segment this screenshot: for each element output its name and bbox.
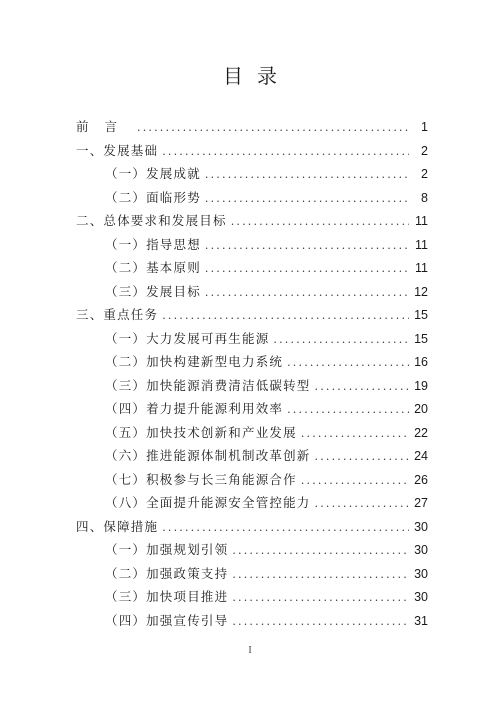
toc-dot-leader [232, 615, 409, 628]
toc-dot-leader [205, 286, 409, 299]
toc-entry-page-number: 11 [415, 237, 428, 252]
toc-entry[interactable] [76, 117, 428, 141]
toc-dot-leader [205, 239, 409, 252]
footer-page-number: I [248, 645, 252, 656]
toc-entry[interactable] [76, 235, 428, 259]
toc-entry[interactable] [76, 493, 428, 517]
toc-dot-leader [287, 356, 409, 369]
toc-entry[interactable] [76, 305, 428, 329]
toc-entry-label: （二）面临形势 [105, 189, 201, 205]
toc-entry-label: 前言 [76, 119, 134, 134]
toc-entry-label: （二）加快构建新型电力系统 [105, 354, 284, 369]
toc-entry[interactable] [76, 352, 428, 376]
toc-entry-page-number: 30 [414, 543, 428, 557]
toc-entry-page-number: 22 [414, 425, 428, 440]
toc-entry-label: （一）发展成就 [105, 166, 201, 181]
toc-entry-label: 三、重点任务 [76, 307, 159, 322]
toc-entry-page-number: 2 [421, 143, 428, 158]
toc-entry[interactable] [76, 470, 428, 494]
toc-entry-page-number: 30 [414, 519, 428, 534]
toc-entry-label: （六）推进能源体制机制改革创新 [105, 448, 311, 463]
toc-entry[interactable] [76, 141, 428, 165]
toc-dot-leader [287, 403, 409, 416]
toc-entry[interactable] [76, 376, 428, 400]
page-title: 目录 [223, 64, 291, 88]
toc-entry-page-number: 26 [414, 472, 428, 487]
toc-dot-leader [231, 215, 409, 228]
toc-entry-label: （五）加快技术创新和产业发展 [105, 424, 297, 440]
toc-dot-leader [205, 192, 409, 205]
toc-dot-leader [301, 427, 409, 440]
toc-dot-leader [232, 544, 409, 557]
toc-entry-label: （三）加快项目推进 [105, 589, 229, 604]
toc-entry[interactable] [76, 258, 428, 282]
toc-entry-page-number: 12 [414, 284, 428, 299]
toc-dot-leader [273, 333, 409, 346]
toc-entry-page-number: 15 [414, 308, 428, 322]
toc-entry-label: （一）加强规划引领 [105, 542, 229, 557]
toc-entry-page-number: 31 [414, 613, 428, 628]
toc-dot-leader [301, 474, 409, 487]
toc-entry[interactable] [76, 611, 428, 635]
toc-entry[interactable] [76, 164, 428, 188]
toc-entry-page-number: 30 [414, 590, 428, 604]
toc-entry-page-number: 16 [414, 355, 428, 369]
toc-entry-label: （一）指导思想 [105, 236, 201, 252]
toc-entry-label: （二）基本原则 [105, 260, 201, 275]
toc-entry-page-number: 30 [414, 566, 428, 581]
toc-entry[interactable] [76, 282, 428, 306]
toc-entry[interactable] [76, 564, 428, 588]
toc-entry-page-number: 24 [414, 449, 428, 463]
toc-entry-page-number: 2 [421, 167, 428, 181]
toc-entry[interactable] [76, 446, 428, 470]
toc-entry-page-number: 19 [414, 378, 428, 393]
toc-entry-page-number: 15 [414, 331, 428, 346]
toc-entry-page-number: 1 [421, 120, 428, 134]
table-of-contents [76, 117, 428, 634]
toc-entry-label: （八）全面提升能源安全管控能力 [105, 495, 311, 510]
toc-entry-page-number: 11 [415, 214, 428, 228]
toc-entry[interactable] [76, 423, 428, 447]
toc-dot-leader [315, 497, 409, 510]
toc-entry-page-number: 11 [415, 261, 428, 275]
toc-entry-label: （四）着力提升能源利用效率 [105, 401, 284, 416]
toc-entry-label: （四）加强宣传引导 [105, 612, 229, 628]
toc-entry[interactable] [76, 517, 428, 541]
toc-dot-leader [137, 121, 409, 134]
toc-entry[interactable] [76, 211, 428, 235]
toc-dot-leader [315, 450, 409, 463]
toc-dot-leader [162, 521, 409, 534]
toc-dot-leader [205, 168, 409, 181]
toc-dot-leader [205, 262, 409, 275]
toc-entry[interactable] [76, 587, 428, 611]
toc-entry[interactable] [76, 399, 428, 423]
toc-entry-page-number: 20 [414, 402, 428, 416]
toc-entry[interactable] [76, 188, 428, 212]
toc-entry-label: （二）加强政策支持 [105, 565, 229, 581]
toc-entry-label: 一、发展基础 [76, 142, 159, 158]
toc-entry-label: （七）积极参与长三角能源合作 [105, 471, 297, 487]
toc-entry[interactable] [76, 540, 428, 564]
toc-dot-leader [232, 568, 409, 581]
toc-entry-label: 二、总体要求和发展目标 [76, 213, 227, 228]
toc-dot-leader [162, 309, 409, 322]
toc-entry-label: （一）大力发展可再生能源 [105, 330, 270, 346]
toc-entry-label: （三）加快能源消费清洁低碳转型 [105, 377, 311, 393]
toc-entry-label: 四、保障措施 [76, 518, 159, 534]
toc-dot-leader [315, 380, 409, 393]
toc-dot-leader [232, 591, 409, 604]
toc-entry-page-number: 8 [421, 190, 428, 205]
toc-entry[interactable] [76, 329, 428, 353]
toc-entry-page-number: 27 [414, 496, 428, 510]
toc-dot-leader [162, 145, 409, 158]
toc-entry-label: （三）发展目标 [105, 283, 201, 299]
